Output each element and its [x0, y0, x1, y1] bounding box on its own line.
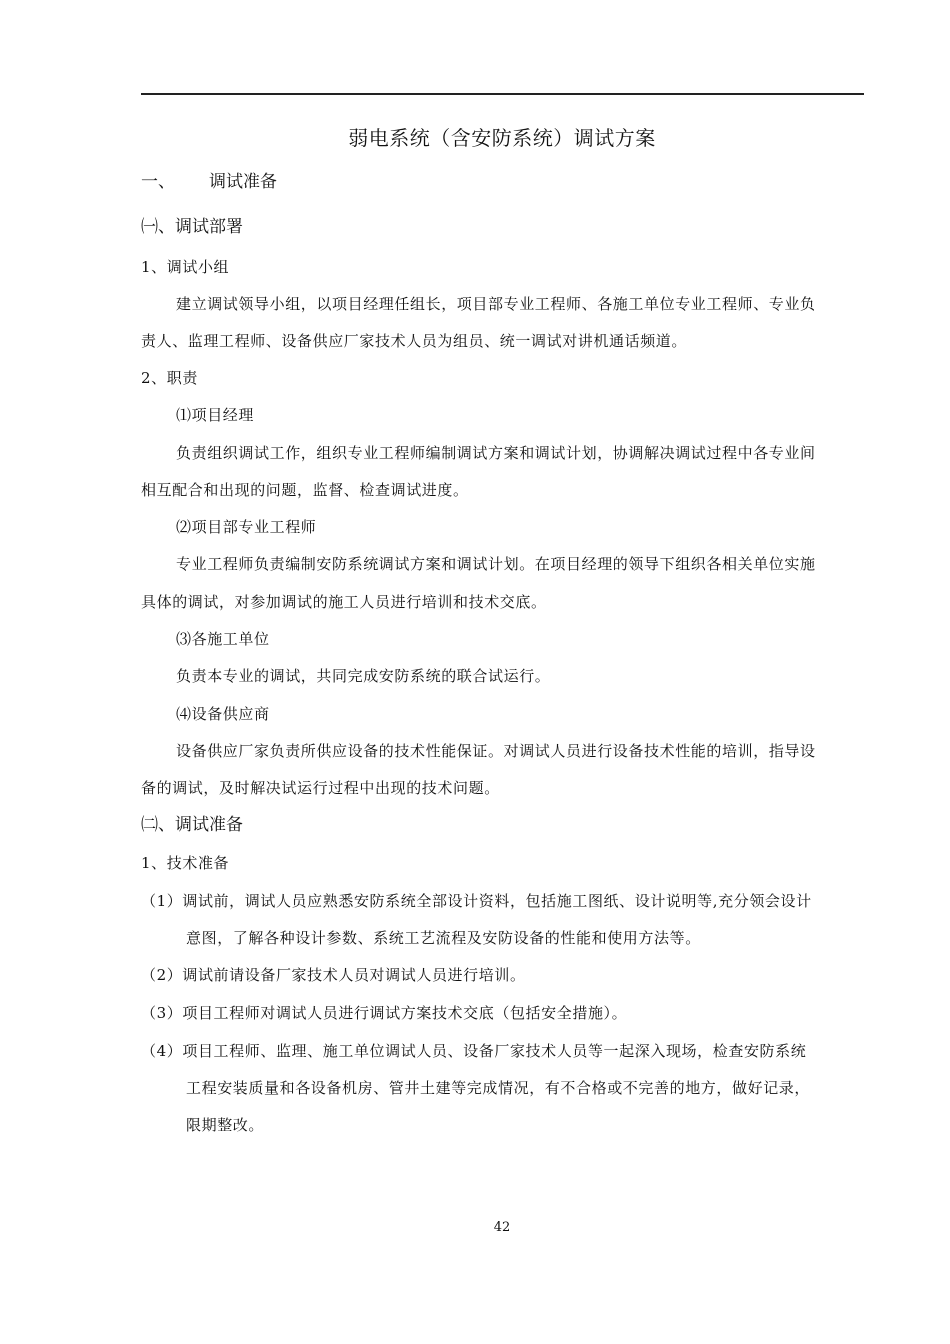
paragraph-line: 负责组织调试工作，组织专业工程师编制调试方案和调试计划，协调解决调试过程中各专业间 [176, 444, 816, 462]
paragraph-line: 具体的调试，对参加调试的施工人员进行培训和技术交底。 [141, 593, 547, 611]
role-heading: ⑴项目经理 [176, 406, 255, 424]
subsection-heading-2: ㈡、调试准备 [141, 815, 243, 835]
role-heading: ⑵项目部专业工程师 [176, 518, 317, 536]
numbered-paragraph-line: 限期整改。 [186, 1116, 265, 1134]
numbered-paragraph-line: （3）项目工程师对调试人员进行调试方案技术交底（包括安全措施）。 [141, 1004, 628, 1022]
section-title: 调试准备 [209, 172, 277, 192]
paragraph-line: 备的调试，及时解决试运行过程中出现的技术问题。 [141, 779, 500, 797]
subsection-heading-1: ㈠、调试部署 [141, 217, 243, 237]
role-heading: ⑶各施工单位 [176, 630, 270, 648]
document-title: 弱电系统（含安防系统）调试方案 [348, 126, 656, 150]
item-heading-team: 1、调试小组 [141, 258, 230, 276]
section-heading-1 [141, 172, 277, 192]
paragraph-line: 相互配合和出现的问题，监督、检查调试进度。 [141, 481, 469, 499]
role-heading: ⑷设备供应商 [176, 705, 270, 723]
numbered-paragraph-line: （1）调试前，调试人员应熟悉安防系统全部设计资料，包括施工图纸、设计说明等,充分领会设计 [141, 892, 812, 910]
paragraph-line: 建立调试领导小组，以项目经理任组长，项目部专业工程师、各施工单位专业工程师、专业负 [176, 295, 816, 313]
numbered-paragraph-line: （2）调试前请设备厂家技术人员对调试人员进行培训。 [141, 966, 526, 984]
section-number: 一、 [141, 172, 175, 192]
numbered-paragraph-line: 意图，了解各种设计参数、系统工艺流程及安防设备的性能和使用方法等。 [186, 929, 701, 947]
page-number: 42 [493, 1220, 511, 1235]
paragraph-line: 设备供应厂家负责所供应设备的技术性能保证。对调试人员进行设备技术性能的培训，指导设 [176, 742, 816, 760]
item-heading-duties: 2、职责 [141, 369, 198, 387]
header-rule [141, 93, 864, 95]
paragraph-line: 责人、监理工程师、设备供应厂家技术人员为组员、统一调试对讲机通话频道。 [141, 332, 688, 350]
numbered-paragraph-line: 工程安装质量和各设备机房、管井土建等完成情况，有不合格或不完善的地方，做好记录， [186, 1079, 811, 1097]
paragraph-line: 专业工程师负责编制安防系统调试方案和调试计划。在项目经理的领导下组织各相关单位实施 [176, 555, 816, 573]
item-heading-tech-prep: 1、技术准备 [141, 854, 230, 872]
numbered-paragraph-line: （4）项目工程师、监理、施工单位调试人员、设备厂家技术人员等一起深入现场，检查安防系统 [141, 1042, 807, 1060]
paragraph-line: 负责本专业的调试，共同完成安防系统的联合试运行。 [176, 667, 551, 685]
